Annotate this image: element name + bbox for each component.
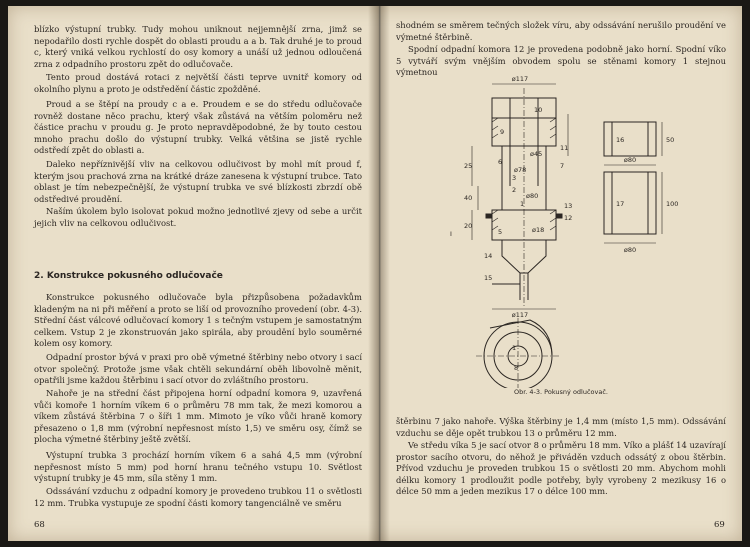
dimension-label: ø80 (623, 156, 637, 164)
part-label: 6 (498, 158, 503, 166)
part-label: 11 (560, 144, 569, 152)
paragraph: blízko výstupní trubky. Tudy mohou uniknout nejjemnější zrna, jimž se nepodařilo dosti rychle dospět do oblasti proudu a a b. Tak druhé je to proud c, který vniká velkou rychlostí do osy komory a unáší už jednou odloučená zrna z odpadního prostoru zpět do odlučovače. (34, 24, 362, 69)
dimension-label: ø80 (526, 192, 539, 200)
page-number: 69 (714, 520, 725, 530)
part-label: 1 (520, 200, 525, 208)
paragraph: Naším úkolem bylo isolovat pokud možno jednotlivé zjevy od sebe a určit jejich vliv na celkovou odlučivost. (34, 206, 362, 228)
paragraph: Tento proud dostává rotaci z největší části teprve uvnitř komory od okolního plynu a proto je odstředění částic zpožděné. (34, 72, 362, 94)
dimension-label: ø45 (530, 150, 543, 158)
part-label: 1 (512, 344, 517, 352)
spiral-inlet (490, 320, 552, 356)
page-number: 68 (34, 520, 45, 530)
dimension-label: 25 (464, 162, 473, 170)
paragraph: Proud a se štěpí na proudy c a e. Proudem e se do středu odlučovače rovněž dostane něco prachu, který však zůstává na větším poloměru než částice prachu v proudu g. Je proto nepravděpodobné, že by touto cestou mnoho prachu došlo do výstupní trubky. Velká většina se jistě rychle odstředí zpět do oblasti a. (34, 99, 362, 156)
left-page (8, 6, 378, 541)
paragraph: Ve středu víka 5 je sací otvor 8 o průměru 18 mm. Víko a plášť 14 uzavírají prostor sacího otvoru, do něhož je přiváděn vzduch odssátý z obou štěrbin. Přívod vzduchu je proveden trubkou 15 o světlosti 20 mm. Abychom mohli délku komory 1 prodloužit podle potřeby, byly vyrobeny 2 mezikusy 16 o délce 50 mm a jeden mezikus 17 o délce 100 mm. (396, 440, 726, 497)
dimension-label: ø117 (511, 75, 529, 83)
book-spread (8, 6, 742, 541)
part-label: 2 (512, 186, 517, 194)
dimension-label: 40 (464, 194, 473, 202)
part-label: 13 (564, 202, 573, 210)
part-label: 16 (616, 136, 625, 144)
separator-drawing (380, 68, 742, 388)
paragraph: Spodní odpadní komora 12 je provedena podobně jako horní. Spodní víko 5 vytváří svým vnějším obvodem spolu se stěnami komory 1 stejnou výmetnou (396, 44, 726, 78)
dimension-label: 50 (666, 136, 675, 144)
part-label: 5 (498, 228, 503, 236)
dimension-label: ø18 (532, 226, 545, 234)
paragraph: Daleko nepříznivější vliv na celkovou odlučivost by mohl mít proud f, kterým jsou prachová zrna na krátké dráze zanesena k výstupní trubce. Tato oblast je tím nebezpečnější, že výstupní trubka ve své blízkosti zbrzdí obě odstředivé proudění. (34, 159, 362, 204)
dimension-label: ø78 (514, 166, 527, 174)
part-label: 14 (484, 252, 493, 260)
figure-caption: Obr. 4-3. Pokusný odlučovač. (513, 388, 608, 396)
part-label: 17 (616, 200, 625, 208)
technical-drawing (380, 68, 742, 388)
paragraph: Výstupní trubka 3 prochází horním víkem 6 a sahá 4,5 mm (výrobní nepřesnost místo 5 mm) pod horní hranu tečného vstupu 10. Světlost výstupní trubky je 45 mm, síla stěny 1 mm. (34, 450, 362, 484)
paragraph: Nahoře je na střední část připojena horní odpadní komora 9, uzavřená vůči komoře 1 horním víkem 6 o průměru 78 mm tak, že mezi komorou a víkem zůstává štěrbina 7 o šíři 1 mm. Mimoto je víko vůči hraně komory přesazeno o 1,8 mm (výrobní nepřesnost místo 1,5) ve směru osy, čímž se plocha výmetné štěrbiny ještě zvětší. (34, 388, 362, 445)
dimension-label: 20 (464, 222, 473, 230)
paragraph: Odssávání vzduchu z odpadní komory je provedeno trubkou 11 o světlosti 12 mm. Trubka vystupuje ze spodní části komory tangenciálně ve směru (34, 486, 362, 508)
paragraph: shodném se směrem tečných složek víru, aby odssávání nerušilo proudění ve výmetné štěrbině. (396, 20, 726, 42)
part-label: 3 (512, 174, 517, 182)
dimension-label: 100 (666, 200, 679, 208)
part-label: 10 (534, 106, 543, 114)
section-label: I (450, 230, 452, 238)
part-label: 8 (514, 364, 519, 372)
part-label: 7 (560, 162, 565, 170)
dimension-label: ø117 (511, 311, 529, 319)
part-label: 15 (484, 274, 493, 282)
paragraph: štěrbinu 7 jako nahoře. Výška štěrbiny je 1,4 mm (místo 1,5 mm). Odssávání vzduchu se děje opět trubkou 13 o průměru 12 mm. (396, 416, 726, 438)
part-label: 9 (500, 128, 505, 136)
dimension-label: ø80 (623, 246, 637, 254)
section-heading: 2. Konstrukce pokusného odlučovače (34, 271, 223, 281)
right-page (380, 6, 742, 541)
paragraph: Odpadní prostor bývá v praxi pro obě výmetné štěrbiny nebo otvory i sací otvor společný. Protože jsme však chtěli sekundární oběh libovolně měnit, opatřili jsme každou štěrbinu i sací otvor do zvláštního prostoru. (34, 352, 362, 386)
paragraph: Konstrukce pokusného odlučovače byla přizpůsobena požadavkům kladeným na ni při měření a proto se liší od provozního provedení (obr. 4-3). Střední část válcové odlučovací komory 1 s tečným vstupem je samostatným celkem. Vstup 2 je zkonstruován jako spirála, aby proudění bylo souměrné kolem osy komory. (34, 292, 362, 349)
part-label: 12 (564, 214, 573, 222)
